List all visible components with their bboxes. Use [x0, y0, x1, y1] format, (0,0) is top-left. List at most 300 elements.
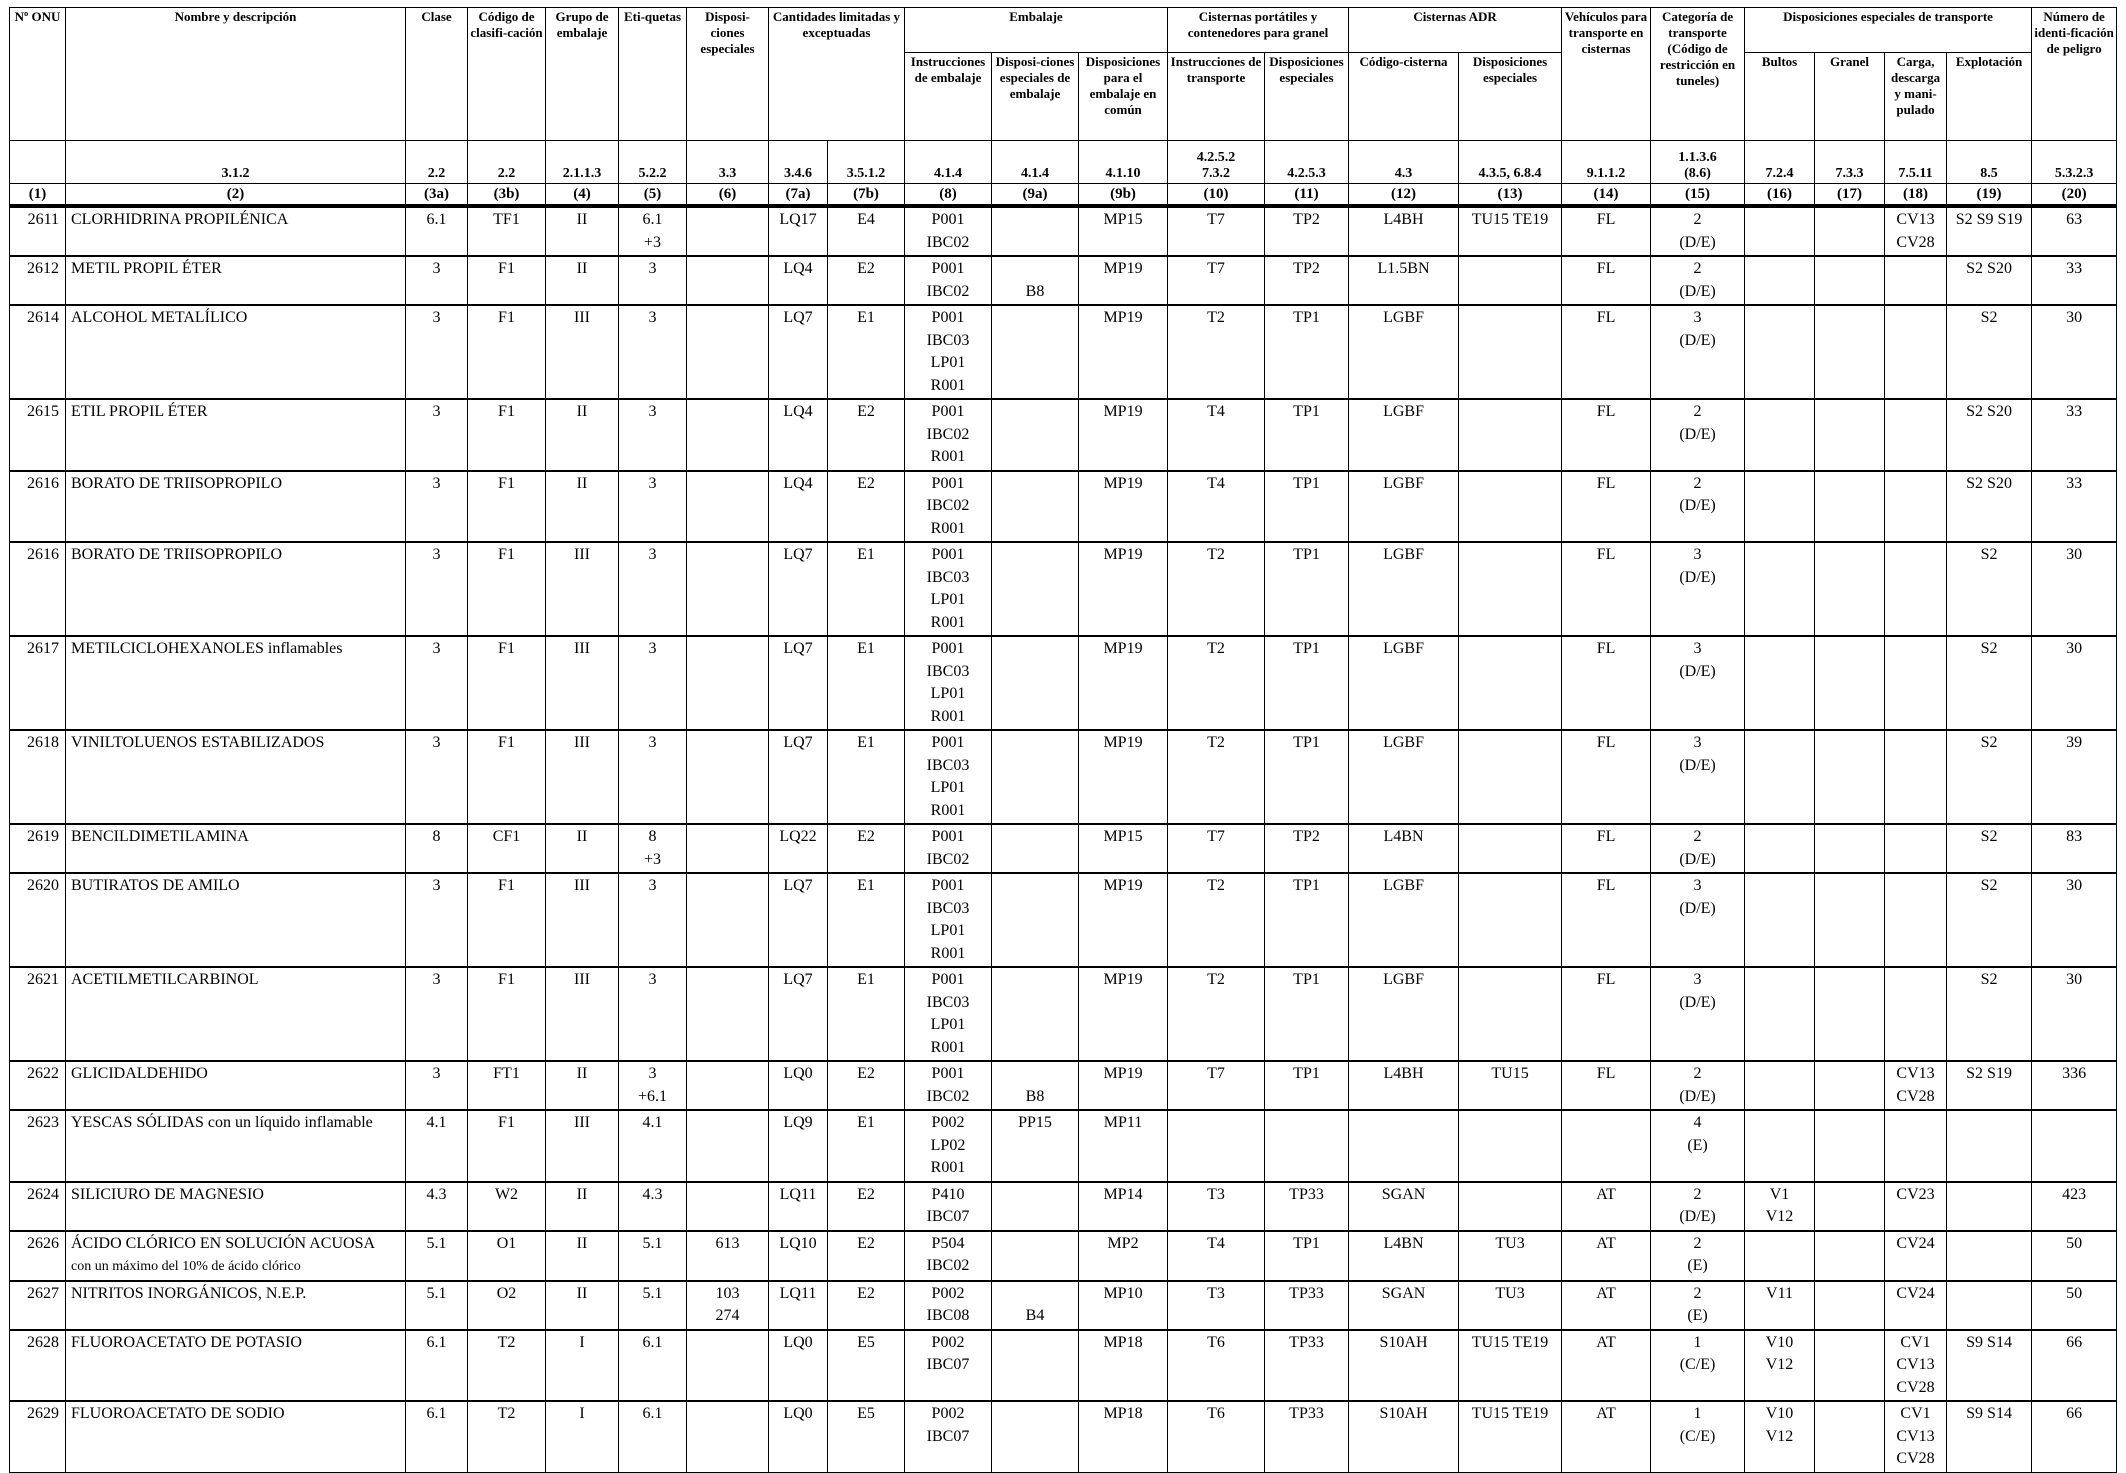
granel-cell — [1815, 542, 1885, 636]
codigo-cell: F1 — [468, 305, 546, 399]
cantidad-exceptuada-cell: E1 — [828, 636, 905, 730]
granel-cell — [1815, 1231, 1885, 1281]
etiquetas-cell: 5.1 — [619, 1281, 687, 1330]
table-row — [10, 1401, 2117, 1472]
substance-name: BORATO DE TRIISOPROPILO — [71, 474, 282, 492]
table-row — [10, 471, 2117, 543]
disp-cisternas-adr-cell — [1459, 824, 1562, 873]
header-cisternas-adr: Cisternas ADR — [1349, 8, 1562, 53]
granel-cell — [1815, 636, 1885, 730]
header-adr-disposiciones: Disposiciones especiales — [1459, 53, 1562, 141]
disposiciones-cell — [687, 471, 769, 543]
table-row — [10, 399, 2117, 471]
etiquetas-cell: 8 +3 — [619, 824, 687, 873]
embalaje-comun-cell: MP19 — [1079, 730, 1168, 824]
embalaje-comun-cell: MP15 — [1079, 206, 1168, 256]
onu-cell: 2621 — [10, 967, 66, 1061]
name-cell — [66, 399, 406, 471]
reference-cell: 7.3.3 — [1815, 141, 1885, 184]
disp-embalaje-cell: B4 — [992, 1281, 1079, 1330]
disp-embalaje-cell: PP15 — [992, 1110, 1079, 1182]
column-number-cell: (1) — [10, 184, 66, 207]
instrucciones-embalaje-cell: P001 IBC02 — [905, 206, 992, 256]
disp-cisternas-portatiles-cell: TP33 — [1265, 1182, 1349, 1231]
column-number-cell: (3a) — [406, 184, 468, 207]
header-codigo: Código de clasifi-cación — [468, 8, 546, 141]
onu-cell: 2622 — [10, 1061, 66, 1110]
categoria-cell: 3 (D/E) — [1651, 305, 1745, 399]
disposiciones-cell: 613 — [687, 1231, 769, 1281]
name-cell — [66, 1330, 406, 1402]
column-number-cell: (14) — [1562, 184, 1651, 207]
reference-cell: 3.5.1.2 — [828, 141, 905, 184]
grupo-cell: II — [546, 1281, 619, 1330]
instrucciones-transporte-cell: T6 — [1168, 1330, 1265, 1402]
numero-peligro-cell: 63 — [2032, 206, 2117, 256]
disposiciones-cell — [687, 542, 769, 636]
disp-cisternas-adr-cell: TU15 TE19 — [1459, 1401, 1562, 1472]
categoria-cell: 2 (D/E) — [1651, 824, 1745, 873]
cantidad-limitada-cell: LQ4 — [769, 399, 828, 471]
reference-cell: 7.5.11 — [1885, 141, 1947, 184]
numero-peligro-cell: 33 — [2032, 399, 2117, 471]
embalaje-comun-cell: MP10 — [1079, 1281, 1168, 1330]
clase-cell: 3 — [406, 542, 468, 636]
codigo-cisterna-cell: L4BH — [1349, 206, 1459, 256]
codigo-cisterna-cell: SGAN — [1349, 1281, 1459, 1330]
codigo-cisterna-cell: LGBF — [1349, 636, 1459, 730]
disposiciones-cell — [687, 636, 769, 730]
cantidad-exceptuada-cell: E2 — [828, 1061, 905, 1110]
carga-cell: CV1 CV13 CV28 — [1885, 1330, 1947, 1402]
grupo-cell: III — [546, 1110, 619, 1182]
codigo-cell: FT1 — [468, 1061, 546, 1110]
categoria-cell: 2 (D/E) — [1651, 1061, 1745, 1110]
embalaje-comun-cell: MP18 — [1079, 1401, 1168, 1472]
vehiculo-cell: AT — [1562, 1401, 1651, 1472]
codigo-cisterna-cell: LGBF — [1349, 730, 1459, 824]
disp-cisternas-portatiles-cell: TP1 — [1265, 967, 1349, 1061]
codigo-cisterna-cell: SGAN — [1349, 1182, 1459, 1231]
disp-cisternas-portatiles-cell: TP33 — [1265, 1401, 1349, 1472]
disp-embalaje-cell — [992, 1401, 1079, 1472]
cantidad-limitada-cell: LQ0 — [769, 1061, 828, 1110]
reference-cell: 2.2 — [406, 141, 468, 184]
name-cell — [66, 636, 406, 730]
table-row — [10, 1110, 2117, 1182]
etiquetas-cell: 5.1 — [619, 1231, 687, 1281]
reference-cell: 7.2.4 — [1745, 141, 1815, 184]
instrucciones-embalaje-cell: P001 IBC02 R001 — [905, 399, 992, 471]
granel-cell — [1815, 824, 1885, 873]
header-emb-instrucciones: Instrucciones de embalaje — [905, 53, 992, 141]
instrucciones-embalaje-cell: P001 IBC03 LP01 R001 — [905, 636, 992, 730]
header-emb-comun: Disposiciones para el embalaje en común — [1079, 53, 1168, 141]
codigo-cell: F1 — [468, 636, 546, 730]
carga-cell — [1885, 471, 1947, 543]
granel-cell — [1815, 1182, 1885, 1231]
carga-cell: CV24 — [1885, 1231, 1947, 1281]
codigo-cell: W2 — [468, 1182, 546, 1231]
codigo-cisterna-cell: LGBF — [1349, 967, 1459, 1061]
grupo-cell: III — [546, 305, 619, 399]
disp-embalaje-cell — [992, 967, 1079, 1061]
granel-cell — [1815, 730, 1885, 824]
table-row — [10, 206, 2117, 256]
disp-cisternas-portatiles-cell — [1265, 1110, 1349, 1182]
categoria-cell: 1 (C/E) — [1651, 1401, 1745, 1472]
cantidad-limitada-cell: LQ7 — [769, 967, 828, 1061]
substance-name: FLUOROACETATO DE SODIO — [71, 1405, 285, 1422]
granel-cell — [1815, 1061, 1885, 1110]
carga-cell — [1885, 542, 1947, 636]
substance-name: BENCILDIMETILAMINA — [71, 828, 249, 845]
clase-cell: 6.1 — [406, 206, 468, 256]
substance-name: BUTIRATOS DE AMILO — [71, 877, 240, 894]
cantidad-limitada-cell: LQ10 — [769, 1231, 828, 1281]
name-cell — [66, 1061, 406, 1110]
table-row — [10, 1281, 2117, 1330]
disp-cisternas-portatiles-cell: TP1 — [1265, 636, 1349, 730]
disp-embalaje-cell — [992, 1182, 1079, 1231]
header-cisternas-portatiles: Cisternas portátiles y contenedores para granel — [1168, 8, 1349, 53]
carga-cell — [1885, 399, 1947, 471]
header-emb-disposiciones: Disposi-ciones especiales de embalaje — [992, 53, 1079, 141]
column-number-cell: (7b) — [828, 184, 905, 207]
disp-embalaje-cell — [992, 399, 1079, 471]
instrucciones-embalaje-cell: P002 IBC07 — [905, 1401, 992, 1472]
disposiciones-cell — [687, 206, 769, 256]
codigo-cell: T2 — [468, 1401, 546, 1472]
header-etiquetas: Eti-quetas — [619, 8, 687, 141]
substance-name: ÁCIDO CLÓRICO EN SOLUCIÓN ACUOSA — [71, 1234, 376, 1252]
etiquetas-cell: 3 — [619, 542, 687, 636]
vehiculo-cell: FL — [1562, 305, 1651, 399]
disp-cisternas-adr-cell — [1459, 471, 1562, 543]
reference-cell: 9.1.1.2 — [1562, 141, 1651, 184]
reference-cell — [10, 141, 66, 184]
numero-peligro-cell: 33 — [2032, 256, 2117, 305]
codigo-cisterna-cell: L4BN — [1349, 1231, 1459, 1281]
embalaje-comun-cell: MP18 — [1079, 1330, 1168, 1402]
disp-cisternas-portatiles-cell: TP2 — [1265, 206, 1349, 256]
vehiculo-cell — [1562, 1110, 1651, 1182]
cantidad-exceptuada-cell: E4 — [828, 206, 905, 256]
bultos-cell — [1745, 256, 1815, 305]
table-row — [10, 967, 2117, 1061]
numero-peligro-cell: 83 — [2032, 824, 2117, 873]
reference-row — [10, 141, 2117, 184]
embalaje-comun-cell: MP15 — [1079, 824, 1168, 873]
disp-cisternas-adr-cell: TU15 — [1459, 1061, 1562, 1110]
substance-name: CLORHIDRINA PROPILÉNICA — [71, 211, 289, 228]
codigo-cell: F1 — [468, 873, 546, 967]
vehiculo-cell: FL — [1562, 256, 1651, 305]
codigo-cisterna-cell: LGBF — [1349, 873, 1459, 967]
column-number-cell: (2) — [66, 184, 406, 207]
reference-cell: 4.2.5.2 7.3.2 — [1168, 141, 1265, 184]
header-cantidades: Cantidades limitadas y exceptuadas — [769, 8, 905, 141]
numero-peligro-cell: 336 — [2032, 1061, 2117, 1110]
bultos-cell — [1745, 399, 1815, 471]
onu-cell: 2616 — [10, 542, 66, 636]
disp-cisternas-portatiles-cell: TP33 — [1265, 1281, 1349, 1330]
disp-cisternas-portatiles-cell: TP1 — [1265, 471, 1349, 543]
etiquetas-cell: 6.1 — [619, 1401, 687, 1472]
table-row — [10, 873, 2117, 967]
instrucciones-transporte-cell: T2 — [1168, 873, 1265, 967]
disp-cisternas-adr-cell: TU3 — [1459, 1231, 1562, 1281]
disposiciones-cell: 103 274 — [687, 1281, 769, 1330]
codigo-cisterna-cell — [1349, 1110, 1459, 1182]
grupo-cell: I — [546, 1401, 619, 1472]
header-grupo: Grupo de embalaje — [546, 8, 619, 141]
disp-cisternas-portatiles-cell: TP2 — [1265, 256, 1349, 305]
table-row — [10, 256, 2117, 305]
column-number-cell: (4) — [546, 184, 619, 207]
disp-cisternas-portatiles-cell: TP1 — [1265, 730, 1349, 824]
disp-cisternas-portatiles-cell: TP2 — [1265, 824, 1349, 873]
categoria-cell: 3 (D/E) — [1651, 873, 1745, 967]
categoria-cell: 2 (E) — [1651, 1281, 1745, 1330]
numero-peligro-cell: 50 — [2032, 1281, 2117, 1330]
instrucciones-transporte-cell: T7 — [1168, 206, 1265, 256]
instrucciones-transporte-cell — [1168, 1110, 1265, 1182]
column-number-cell: (17) — [1815, 184, 1885, 207]
disp-cisternas-adr-cell — [1459, 1182, 1562, 1231]
cantidad-exceptuada-cell: E2 — [828, 1182, 905, 1231]
codigo-cell: F1 — [468, 542, 546, 636]
categoria-cell: 3 (D/E) — [1651, 730, 1745, 824]
disp-embalaje-cell — [992, 1330, 1079, 1402]
etiquetas-cell: 6.1 — [619, 1330, 687, 1402]
codigo-cisterna-cell: L4BN — [1349, 824, 1459, 873]
name-cell — [66, 1110, 406, 1182]
disp-embalaje-cell — [992, 730, 1079, 824]
substance-name: NITRITOS INORGÁNICOS, N.E.P. — [71, 1284, 307, 1302]
codigo-cisterna-cell: LGBF — [1349, 471, 1459, 543]
disposiciones-cell — [687, 967, 769, 1061]
reference-cell: 3.3 — [687, 141, 769, 184]
instrucciones-embalaje-cell: P001 IBC03 LP01 R001 — [905, 542, 992, 636]
table-row — [10, 1330, 2117, 1402]
etiquetas-cell: 3 — [619, 471, 687, 543]
cantidad-limitada-cell: LQ11 — [769, 1182, 828, 1231]
header-granel: Granel — [1815, 53, 1885, 141]
codigo-cell: T2 — [468, 1330, 546, 1402]
cantidad-exceptuada-cell: E2 — [828, 1281, 905, 1330]
numero-peligro-cell: 39 — [2032, 730, 2117, 824]
onu-cell: 2626 — [10, 1231, 66, 1281]
adr-table-sheet — [9, 7, 2115, 1473]
granel-cell — [1815, 967, 1885, 1061]
carga-cell — [1885, 305, 1947, 399]
substance-name: ETIL PROPIL ÉTER — [71, 403, 208, 420]
explotacion-cell: S2 — [1947, 824, 2032, 873]
grupo-cell: I — [546, 1330, 619, 1402]
header-cp-instrucciones: Instrucciones de transporte — [1168, 53, 1265, 141]
explotacion-cell: S2 S20 — [1947, 399, 2032, 471]
cantidad-limitada-cell: LQ7 — [769, 730, 828, 824]
granel-cell — [1815, 1401, 1885, 1472]
grupo-cell: II — [546, 1182, 619, 1231]
categoria-cell: 2 (D/E) — [1651, 256, 1745, 305]
cantidad-exceptuada-cell: E2 — [828, 471, 905, 543]
disp-cisternas-adr-cell — [1459, 1110, 1562, 1182]
clase-cell: 4.3 — [406, 1182, 468, 1231]
cantidad-limitada-cell: LQ11 — [769, 1281, 828, 1330]
substance-name: BORATO DE TRIISOPROPILO — [71, 546, 282, 563]
etiquetas-cell: 3 — [619, 967, 687, 1061]
instrucciones-transporte-cell: T6 — [1168, 1401, 1265, 1472]
header-explotacion: Explotación — [1947, 53, 2032, 141]
cantidad-exceptuada-cell: E1 — [828, 542, 905, 636]
header-disp-transporte: Disposiciones especiales de transporte — [1745, 8, 2032, 53]
granel-cell — [1815, 399, 1885, 471]
disp-embalaje-cell: B8 — [992, 1061, 1079, 1110]
clase-cell: 3 — [406, 256, 468, 305]
disposiciones-cell — [687, 1182, 769, 1231]
bultos-cell — [1745, 730, 1815, 824]
embalaje-comun-cell: MP11 — [1079, 1110, 1168, 1182]
disp-cisternas-adr-cell: TU3 — [1459, 1281, 1562, 1330]
clase-cell: 6.1 — [406, 1330, 468, 1402]
embalaje-comun-cell: MP19 — [1079, 873, 1168, 967]
column-number-cell: (3b) — [468, 184, 546, 207]
name-cell — [66, 206, 406, 256]
disp-cisternas-portatiles-cell: TP1 — [1265, 542, 1349, 636]
numero-peligro-cell: 50 — [2032, 1231, 2117, 1281]
vehiculo-cell: AT — [1562, 1231, 1651, 1281]
reference-cell: 2.1.1.3 — [546, 141, 619, 184]
instrucciones-transporte-cell: T4 — [1168, 1231, 1265, 1281]
name-cell — [66, 1182, 406, 1231]
vehiculo-cell: FL — [1562, 542, 1651, 636]
instrucciones-embalaje-cell: P504 IBC02 — [905, 1231, 992, 1281]
table-row — [10, 636, 2117, 730]
etiquetas-cell: 3 +6.1 — [619, 1061, 687, 1110]
codigo-cisterna-cell: L4BH — [1349, 1061, 1459, 1110]
instrucciones-transporte-cell: T2 — [1168, 636, 1265, 730]
onu-cell: 2617 — [10, 636, 66, 730]
name-cell — [66, 305, 406, 399]
vehiculo-cell: FL — [1562, 967, 1651, 1061]
onu-cell: 2614 — [10, 305, 66, 399]
reference-cell: 4.1.4 — [992, 141, 1079, 184]
grupo-cell: III — [546, 542, 619, 636]
instrucciones-transporte-cell: T7 — [1168, 256, 1265, 305]
carga-cell — [1885, 256, 1947, 305]
vehiculo-cell: FL — [1562, 1061, 1651, 1110]
grupo-cell: II — [546, 1231, 619, 1281]
carga-cell: CV23 — [1885, 1182, 1947, 1231]
carga-cell: CV1 CV13 CV28 — [1885, 1401, 1947, 1472]
codigo-cell: F1 — [468, 256, 546, 305]
column-number-cell: (16) — [1745, 184, 1815, 207]
embalaje-comun-cell: MP19 — [1079, 305, 1168, 399]
clase-cell: 5.1 — [406, 1281, 468, 1330]
instrucciones-embalaje-cell: P001 IBC02 — [905, 256, 992, 305]
name-cell — [66, 1231, 406, 1281]
instrucciones-transporte-cell: T2 — [1168, 967, 1265, 1061]
disp-cisternas-adr-cell: TU15 TE19 — [1459, 1330, 1562, 1402]
grupo-cell: II — [546, 824, 619, 873]
granel-cell — [1815, 1281, 1885, 1330]
vehiculo-cell: FL — [1562, 471, 1651, 543]
vehiculo-cell: AT — [1562, 1281, 1651, 1330]
reference-cell: 5.3.2.3 — [2032, 141, 2117, 184]
numero-peligro-cell — [2032, 1110, 2117, 1182]
bultos-cell: V10 V12 — [1745, 1330, 1815, 1402]
cantidad-limitada-cell: LQ7 — [769, 542, 828, 636]
substance-name: METILCICLOHEXANOLES inflamables — [71, 640, 343, 657]
etiquetas-cell: 3 — [619, 399, 687, 471]
substance-name: FLUOROACETATO DE POTASIO — [71, 1333, 302, 1351]
numero-peligro-cell: 30 — [2032, 636, 2117, 730]
header-cp-disposiciones: Disposiciones especiales — [1265, 53, 1349, 141]
onu-cell: 2628 — [10, 1330, 66, 1402]
explotacion-cell: S2 — [1947, 967, 2032, 1061]
column-number-cell: (19) — [1947, 184, 2032, 207]
etiquetas-cell: 4.1 — [619, 1110, 687, 1182]
vehiculo-cell: AT — [1562, 1182, 1651, 1231]
table-row — [10, 730, 2117, 824]
explotacion-cell: S2 S20 — [1947, 256, 2032, 305]
column-number-cell: (20) — [2032, 184, 2117, 207]
clase-cell: 3 — [406, 873, 468, 967]
instrucciones-embalaje-cell: P002 IBC08 — [905, 1281, 992, 1330]
disp-embalaje-cell — [992, 542, 1079, 636]
clase-cell: 4.1 — [406, 1110, 468, 1182]
onu-cell: 2629 — [10, 1401, 66, 1472]
explotacion-cell: S2 S20 — [1947, 471, 2032, 543]
table-row — [10, 1231, 2117, 1281]
carga-cell: CV24 — [1885, 1281, 1947, 1330]
header-bultos: Bultos — [1745, 53, 1815, 141]
cantidad-exceptuada-cell: E1 — [828, 730, 905, 824]
disp-embalaje-cell — [992, 305, 1079, 399]
cantidad-exceptuada-cell: E2 — [828, 399, 905, 471]
disp-cisternas-adr-cell — [1459, 636, 1562, 730]
clase-cell: 3 — [406, 1061, 468, 1110]
embalaje-comun-cell: MP19 — [1079, 636, 1168, 730]
disposiciones-cell — [687, 730, 769, 824]
column-number-cell: (8) — [905, 184, 992, 207]
table-row — [10, 542, 2117, 636]
cantidad-exceptuada-cell: E2 — [828, 1231, 905, 1281]
vehiculo-cell: FL — [1562, 636, 1651, 730]
instrucciones-embalaje-cell: P001 IBC03 LP01 R001 — [905, 730, 992, 824]
onu-cell: 2611 — [10, 206, 66, 256]
cantidad-exceptuada-cell: E5 — [828, 1330, 905, 1402]
header-vehiculos: Vehículos para transporte en cisternas — [1562, 8, 1651, 141]
numero-peligro-cell: 30 — [2032, 873, 2117, 967]
vehiculo-cell: FL — [1562, 730, 1651, 824]
cantidad-limitada-cell: LQ7 — [769, 305, 828, 399]
disp-embalaje-cell — [992, 471, 1079, 543]
instrucciones-embalaje-cell: P002 LP02 R001 — [905, 1110, 992, 1182]
explotacion-cell: S2 S9 S19 — [1947, 206, 2032, 256]
disposiciones-cell — [687, 305, 769, 399]
disp-embalaje-cell — [992, 206, 1079, 256]
clase-cell: 3 — [406, 967, 468, 1061]
codigo-cell: TF1 — [468, 206, 546, 256]
instrucciones-embalaje-cell: P001 IBC02 — [905, 824, 992, 873]
substance-name: ALCOHOL METALÍLICO — [71, 309, 248, 326]
disposiciones-cell — [687, 1110, 769, 1182]
grupo-cell: III — [546, 730, 619, 824]
header-clase: Clase — [406, 8, 468, 141]
